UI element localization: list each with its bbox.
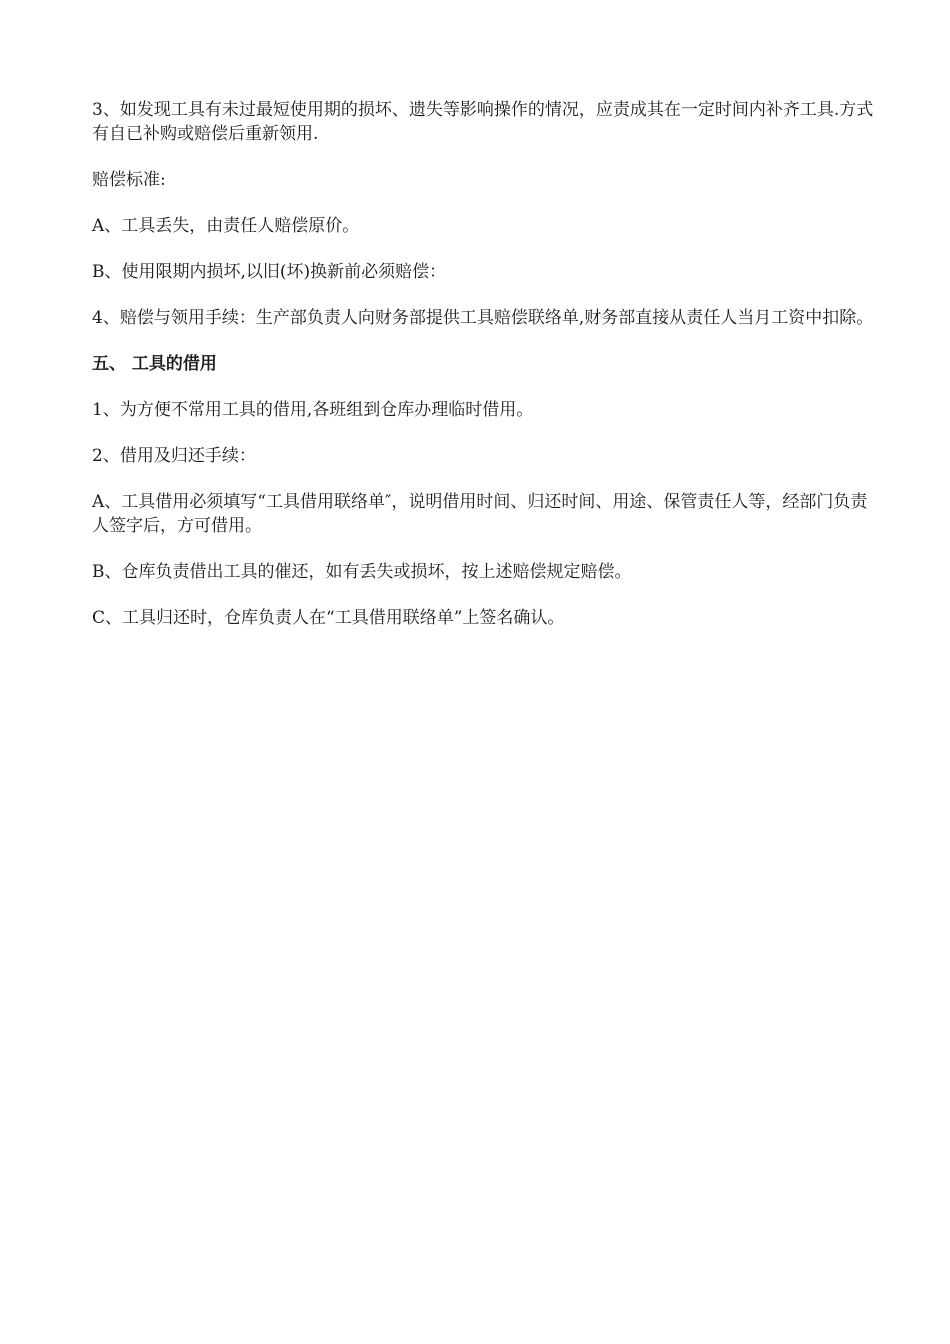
section-heading-tool-borrowing: 五、 工具的借用 (92, 354, 217, 374)
paragraph-borrow-b: B、仓库负责借出工具的催还，如有丢失或损坏，按上述赔偿规定赔偿。 (92, 562, 632, 582)
paragraph-borrow-c: C、工具归还时，仓库负责人在“工具借用联络单”上签名确认。 (92, 608, 565, 628)
paragraph-item-a-loss: A、工具丢失，由责任人赔偿原价。 (92, 216, 360, 236)
paragraph-borrow-a: A、工具借用必须填写“工具借用联络单″，说明借用时间、归还时间、用途、保管责任人等，经部门负责人签字后，方可借用。 (92, 492, 868, 536)
paragraph-compensation-standard: 赔偿标准: (92, 170, 166, 190)
paragraph-item-b-damage: B、使用限期内损坏,以旧(坏)换新前必须赔偿： (92, 262, 447, 282)
paragraph-compensation-3: 3、如发现工具有未过最短使用期的损坏、遗失等影响操作的情况，应责成其在一定时间内补齐工具.方式有自已补购或赔偿后重新领用. (92, 100, 874, 144)
paragraph-borrow-2: 2、借用及归还手续： (92, 446, 256, 466)
paragraph-borrow-1: 1、为方便不常用工具的借用,各班组到仓库办理临时借用。 (92, 400, 534, 420)
document-page (92, 98, 882, 652)
paragraph-compensation-4: 4、赔偿与领用手续：生产部负责人向财务部提供工具赔偿联络单,财务部直接从责任人当月工资中扣除。 (92, 308, 874, 328)
